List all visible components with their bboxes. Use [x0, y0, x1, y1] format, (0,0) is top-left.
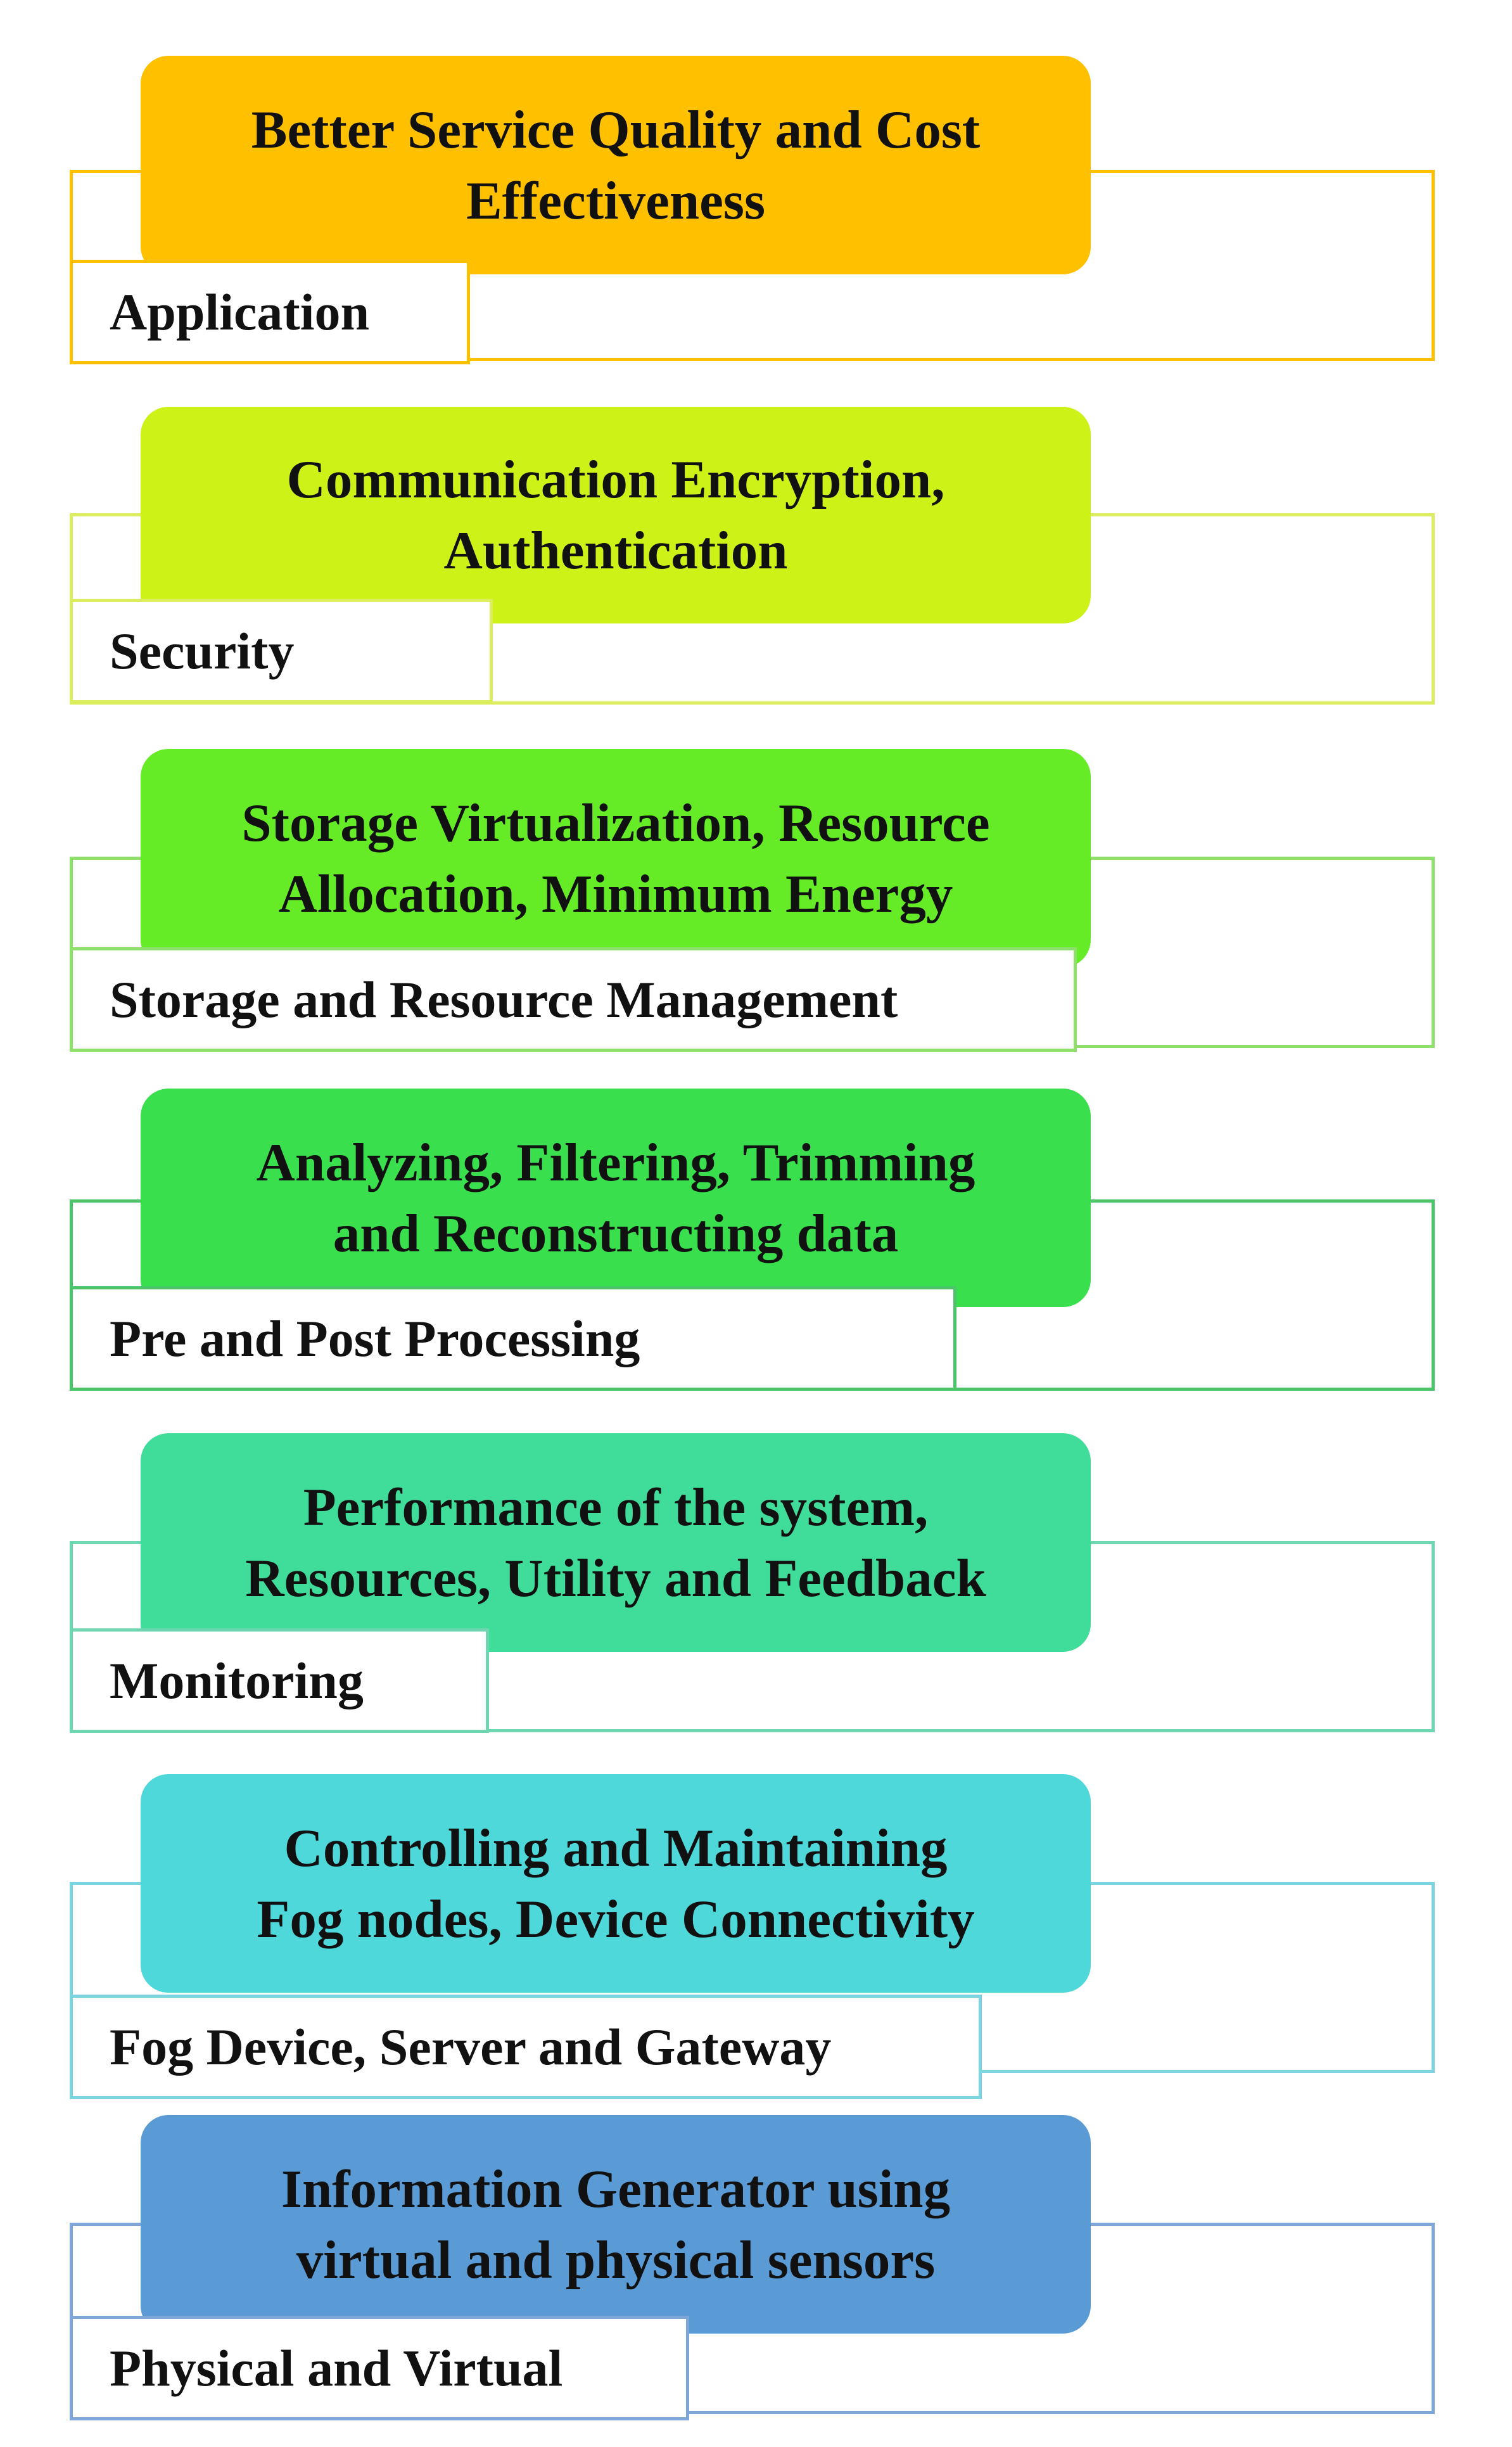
layer-label: Storage and Resource Management — [110, 970, 898, 1028]
layer-banner — [141, 407, 1091, 623]
layer-label-box — [70, 1628, 489, 1733]
layer-title: Communication Encryption, Authentication — [286, 450, 945, 580]
layer-label-box — [70, 599, 493, 703]
layer-label: Application — [110, 283, 370, 341]
layer-label: Physical and Virtual — [110, 2339, 563, 2397]
layer-label-box — [70, 1995, 982, 2099]
layer-banner — [141, 1433, 1091, 1652]
layer-label: Fog Device, Server and Gateway — [110, 2017, 832, 2076]
layer-label-box — [70, 2316, 689, 2420]
layer-label: Security — [110, 622, 295, 680]
layer-label: Monitoring — [110, 1651, 364, 1709]
layer-title: Information Generator using virtual and physical sensors — [281, 2159, 951, 2290]
layer-banner — [141, 749, 1091, 968]
layer-title: Storage Virtualization, Resource Allocation, Minimum Energy — [241, 793, 990, 924]
layer-banner — [141, 1774, 1091, 1993]
layer-title: Controlling and Maintaining Fog nodes, Device Connectivity — [257, 1818, 975, 1949]
layer-label-box — [70, 1286, 956, 1391]
layer-title: Better Service Quality and Cost Effectiveness — [251, 99, 981, 231]
layer-label: Pre and Post Processing — [110, 1309, 640, 1367]
layer-banner — [141, 2115, 1091, 2334]
layer-title: Performance of the system, Resources, Utility and Feedback — [245, 1477, 986, 1608]
layer-label-box — [70, 947, 1077, 1052]
layer-banner — [141, 1089, 1091, 1307]
layer-title: Analyzing, Filtering, Trimming and Reconstructing data — [256, 1132, 975, 1263]
